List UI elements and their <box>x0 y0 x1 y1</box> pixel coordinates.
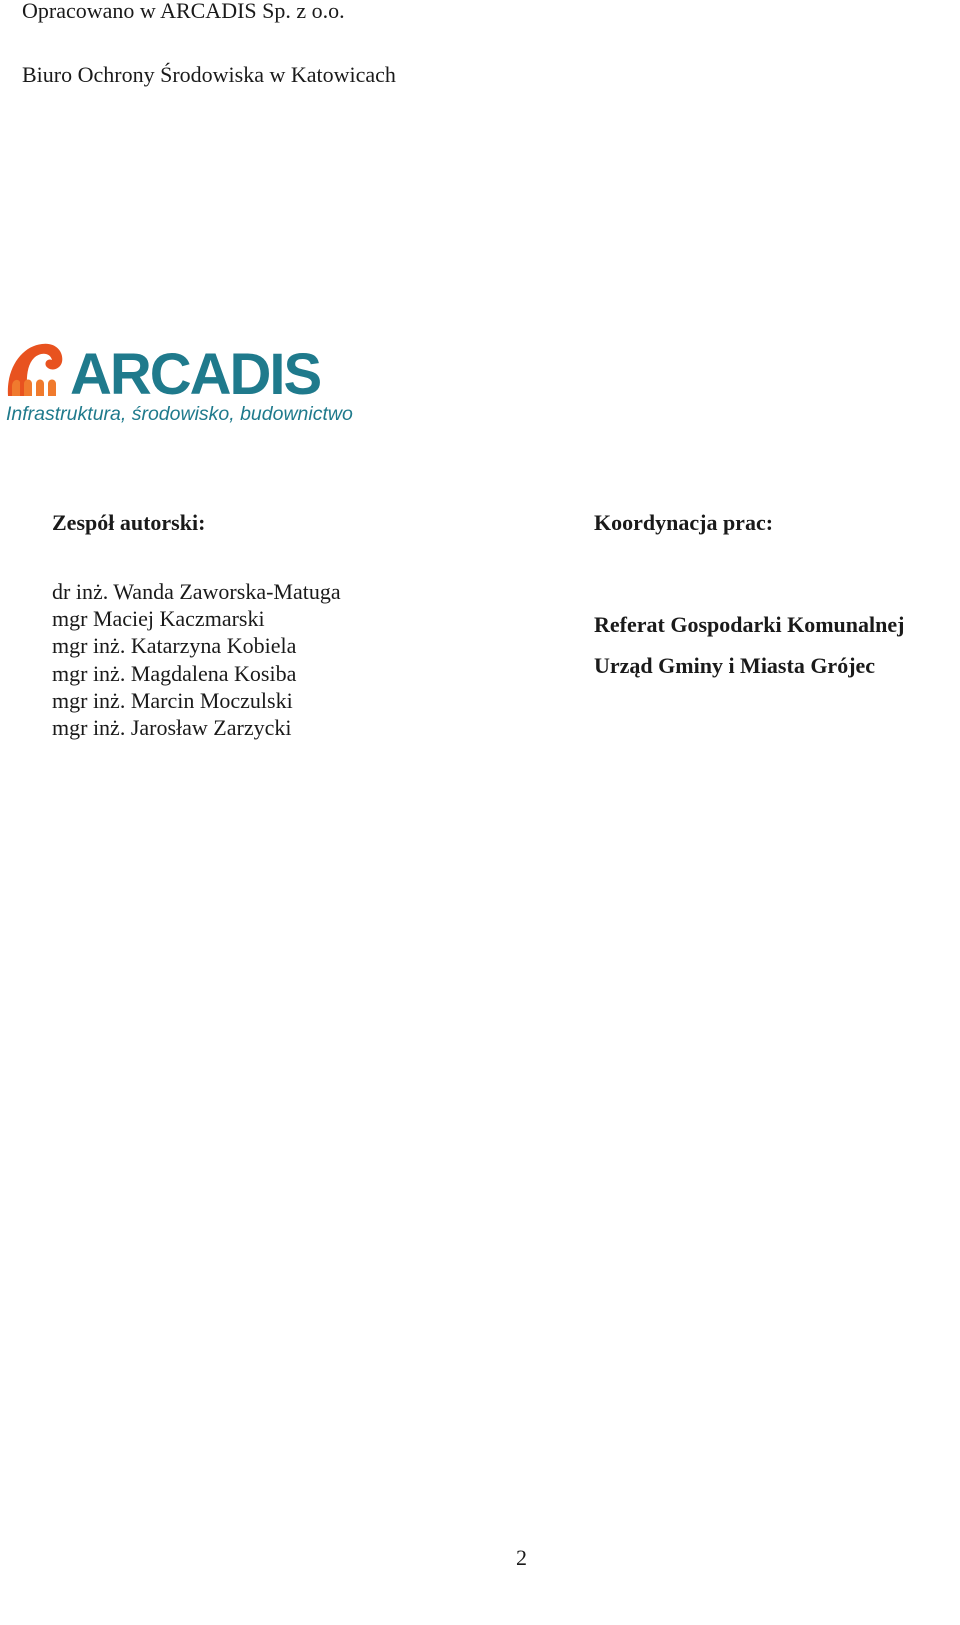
author-item: mgr inż. Marcin Moczulski <box>52 687 293 713</box>
arcadis-logo-graphic <box>4 338 374 428</box>
logo-wordmark: ARCADIS <box>70 342 321 407</box>
arcadis-emblem-icon <box>8 344 62 396</box>
header-office-line: Biuro Ochrony Środowiska w Katowicach <box>22 62 396 87</box>
author-item: mgr Maciej Kaczmarski <box>52 606 265 632</box>
author-item: mgr inż. Jarosław Zarzycki <box>52 715 292 741</box>
authors-list <box>52 578 341 741</box>
coordination-heading: Koordynacja prac: <box>594 510 774 535</box>
coordination-line: Urząd Gminy i Miasta Grójec <box>594 653 876 678</box>
arcadis-logo <box>4 338 374 428</box>
coordination-line: Referat Gospodarki Komunalnej <box>594 612 905 637</box>
authors-heading: Zespół autorski: <box>52 510 206 535</box>
author-item: mgr inż. Magdalena Kosiba <box>52 660 297 686</box>
coordination-block <box>594 604 904 686</box>
author-item: mgr inż. Katarzyna Kobiela <box>52 633 297 659</box>
page-number: 2 <box>516 1545 527 1570</box>
logo-tagline: Infrastruktura, środowisko, budownictwo <box>6 403 353 425</box>
header-company-line: Opracowano w ARCADIS Sp. z o.o. <box>22 0 345 23</box>
author-item: dr inż. Wanda Zaworska-Matuga <box>52 579 341 604</box>
